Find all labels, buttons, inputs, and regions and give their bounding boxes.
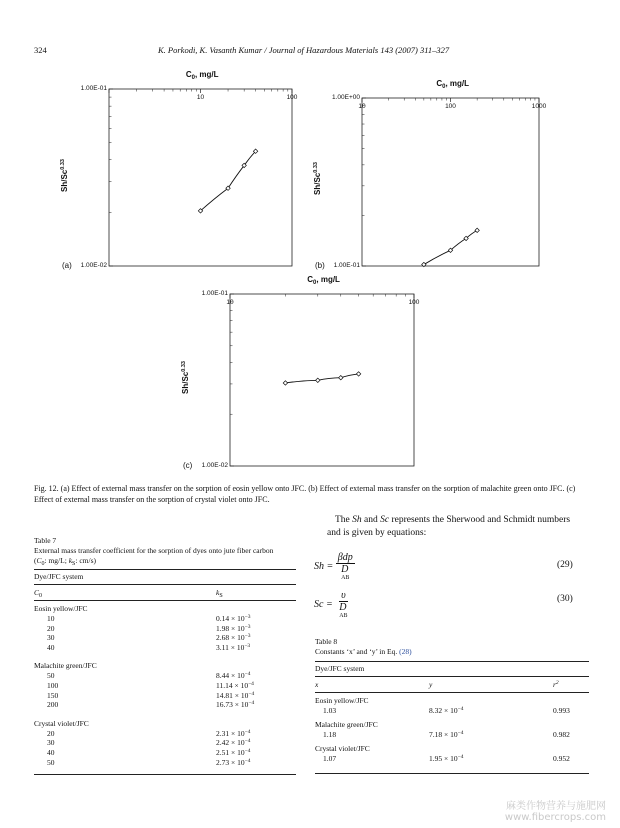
- equation-number-29: (29): [557, 560, 573, 570]
- y-axis-label: $Sh/Sc^{0.33}$: [181, 360, 190, 394]
- table-7: [34, 536, 298, 776]
- x-axis-title: $C_0$, mg/L: [436, 79, 470, 90]
- table-col-y: y: [429, 680, 433, 689]
- table-cell-ks: $11.14 \times 10^{-4}$: [216, 681, 254, 690]
- fit-line: [201, 151, 256, 211]
- table-cell-c0: 100: [47, 681, 59, 690]
- fit-line: [285, 374, 358, 383]
- table-cell-ks: $3.11 \times 10^{-3}$: [216, 642, 251, 652]
- table-group-name: Eosin yellow/JFC: [34, 604, 88, 613]
- table-cell-ks: $2.31 \times 10^{-4}$: [216, 728, 251, 738]
- running-title: K. Porkodi, K. Vasanth Kumar / Journal of Hazardous Materials 143 (2007) 311–327: [158, 45, 450, 55]
- table-cell-c0: 30: [47, 633, 55, 643]
- table-group-name: Eosin yellow/JFC: [315, 696, 369, 705]
- table-cell-ks: $14.81 \times 10^{-4}$: [216, 690, 255, 700]
- table-cell-r2: 0.982: [553, 730, 570, 739]
- table-cell-ks: $1.98 \times 10^{-3}$: [216, 623, 251, 633]
- table-cell-c0: 40: [47, 748, 55, 757]
- panel-label: (c): [183, 461, 193, 470]
- table-8: [315, 637, 589, 777]
- table-title: Constants ‘x’ and ‘y’ in Eq. (28): [315, 647, 412, 656]
- y-axis-label: $Sh/Sc^{0.33}$: [60, 158, 69, 192]
- x-tick-label: 100: [286, 94, 298, 101]
- fit-line: [424, 230, 477, 264]
- table-col-c0: $C_0$: [34, 588, 43, 599]
- y-tick-label: 1.00E-01: [201, 290, 228, 297]
- table-cell-ks: $16.73 \times 10^{-4}$: [216, 700, 255, 710]
- table-system-header: Dye/JFC system: [315, 664, 365, 673]
- table-cell-y: $8.32 \times 10^{-4}$: [429, 706, 464, 715]
- data-point: [339, 376, 343, 380]
- table-cell-r2: 0.993: [553, 706, 570, 715]
- table-col-x: x: [315, 680, 319, 689]
- chart-2-plot: [229, 293, 415, 467]
- x-tick-label: 10: [358, 103, 366, 110]
- x-tick-label: 100: [408, 299, 420, 306]
- table-label: Table 7: [34, 536, 57, 545]
- table-units: ($C_0$: mg/L; $k_S$: cm/s): [34, 556, 96, 567]
- y-tick-label: 1.00E-01: [333, 262, 360, 269]
- table-cell-c0: 50: [47, 671, 55, 681]
- data-point: [475, 228, 479, 232]
- table-label: Table 8: [315, 637, 338, 646]
- equation-30: Sc = υ D AB: [314, 590, 348, 619]
- table-col-ks: $k_S$: [216, 588, 223, 599]
- x-tick-label: 1000: [531, 103, 547, 110]
- table-cell-ks: $2.68 \times 10^{-3}$: [216, 633, 251, 643]
- table-system-header: Dye/JFC system: [34, 572, 84, 581]
- table-cell-ks: $8.44 \times 10^{-4}$: [216, 671, 251, 681]
- x-tick-label: 10: [196, 94, 205, 101]
- table-cell-x: 1.07: [323, 754, 337, 763]
- table-cell-x: 1.18: [323, 730, 337, 739]
- table-cell-c0: 200: [47, 700, 59, 710]
- table-title: External mass transfer coefficient for the sorption of dyes onto jute fiber carbon: [34, 546, 274, 555]
- table-cell-ks: $2.73 \times 10^{-4}$: [216, 757, 251, 767]
- x-axis-title: $C_0$, mg/L: [307, 275, 340, 286]
- table-cell-y: $7.18 \times 10^{-4}$: [429, 730, 464, 739]
- table-group-name: Crystal violet/JFC: [34, 718, 89, 728]
- y-tick-label: 1.00E-02: [80, 262, 107, 269]
- equation-number-30: (30): [557, 594, 573, 604]
- table-cell-ks: $2.42 \times 10^{-4}$: [216, 738, 251, 748]
- table-cell-c0: 30: [47, 738, 55, 748]
- table-cell-c0: 50: [47, 757, 55, 767]
- plot-frame: [362, 98, 539, 266]
- table-cell-ks: $0.14 \times 10^{-3}$: [216, 614, 251, 623]
- plot-frame: [109, 89, 292, 266]
- table-cell-ks: $2.51 \times 10^{-4}$: [216, 748, 251, 757]
- watermark: 麻类作物营养与施肥网 www.fibercrops.com: [504, 801, 606, 823]
- y-tick-label: 1.00E+00: [331, 94, 360, 101]
- y-tick-label: 1.00E-01: [80, 85, 107, 92]
- data-point: [356, 372, 360, 376]
- y-tick-label: 1.00E-02: [201, 462, 228, 469]
- plot-frame: [230, 294, 414, 466]
- table-group-name: Malachite green/JFC: [34, 661, 97, 671]
- x-tick-label: 100: [445, 103, 456, 110]
- y-axis-label: $Sh/Sc^{0.33}$: [313, 162, 322, 196]
- table-cell-r2: 0.952: [553, 754, 570, 763]
- figure-caption: Fig. 12. (a) Effect of external mass transfer on the sorption of eosin yellow onto JFC. (b) Effect of external mass transfer on the sorption of malachite green onto JFC. (c) Effect of external mass transfer on the sorption of crystal violet onto JFC.: [34, 484, 576, 504]
- equation-29: Sh = βdp D AB: [314, 552, 353, 581]
- table-cell-c0: 10: [47, 614, 55, 623]
- body-paragraph: The Sh and Sc represents the Sherwood and Schmidt numbers and is given by equations:: [327, 515, 571, 538]
- table-cell-c0: 20: [47, 623, 55, 633]
- table-col-r2: $r^2$: [553, 680, 559, 689]
- chart-0-plot: [108, 88, 293, 267]
- data-point: [316, 378, 320, 382]
- data-point: [283, 381, 287, 385]
- table-group-name: Malachite green/JFC: [315, 720, 378, 729]
- x-tick-label: 10: [226, 299, 234, 306]
- page-number: 324: [34, 45, 47, 55]
- panel-label: (a): [62, 261, 72, 270]
- table-cell-c0: 40: [47, 642, 55, 652]
- table-group-name: Crystal violet/JFC: [315, 744, 370, 753]
- table-cell-y: $1.95 \times 10^{-4}$: [429, 754, 464, 763]
- x-axis-title: $C_0$, mg/L: [185, 70, 219, 81]
- table-cell-x: 1.03: [323, 706, 337, 715]
- table-cell-c0: 20: [47, 728, 55, 738]
- panel-label: (b): [315, 261, 325, 270]
- chart-1-plot: [361, 97, 540, 267]
- table-cell-c0: 150: [47, 690, 59, 700]
